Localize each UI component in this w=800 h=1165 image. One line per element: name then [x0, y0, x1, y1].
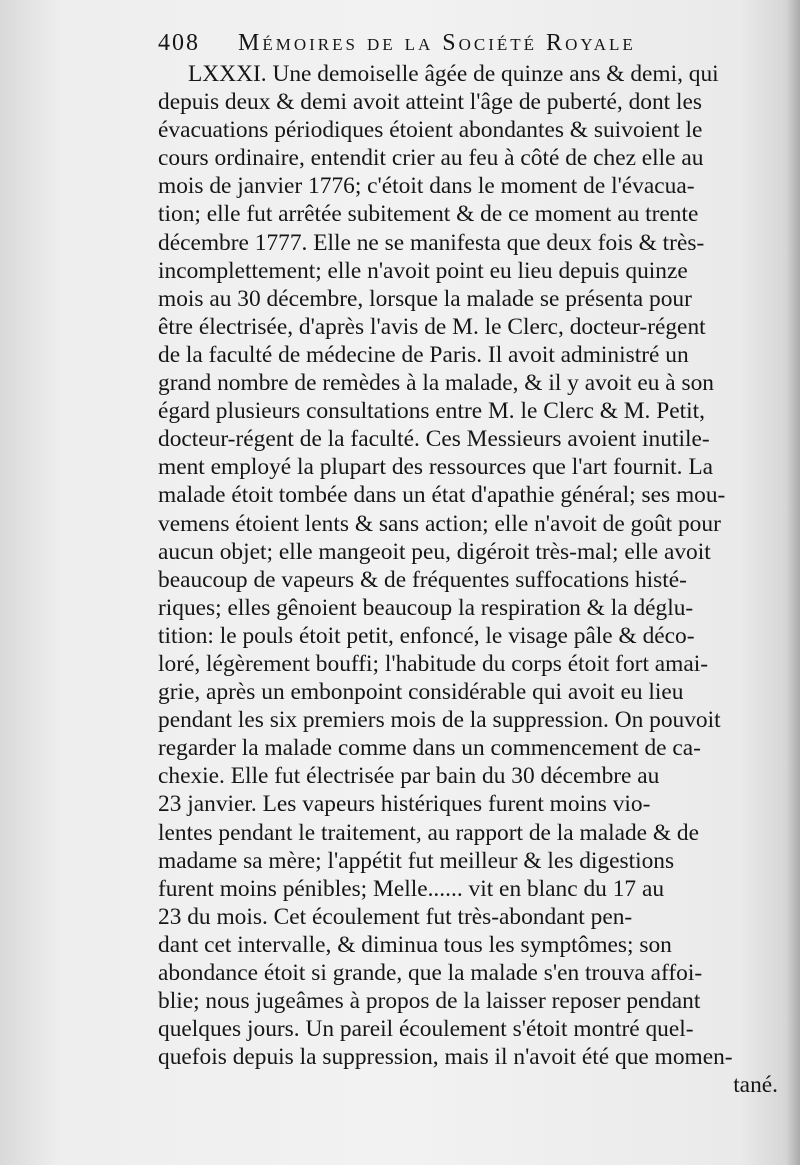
text-line: 23 janvier. Les vapeurs histériques furent moins vio-: [158, 791, 651, 818]
text-line: 23 du mois. Cet écoulement fut très-abondant pen-: [158, 903, 633, 930]
running-title: Mémoires de la Société Royale: [238, 30, 636, 56]
text-line: madame sa mère; l'appétit fut meilleur & les digestions: [158, 847, 675, 874]
text-line: grie, après un embonpoint considérable qui avoit eu lieu: [158, 679, 684, 706]
binding-shadow: [786, 0, 800, 1165]
text-line: loré, légèrement bouffi; l'habitude du corps étoit fort amai-: [158, 650, 709, 677]
text-line: blie; nous jugeâmes à propos de la laisser reposer pendant: [158, 988, 701, 1015]
catchword: tané.: [733, 1072, 778, 1099]
text-line: grand nombre de remèdes à la malade, & il y avoit eu à son: [158, 370, 714, 397]
running-header: [158, 30, 718, 57]
text-line: cours ordinaire, entendit crier au feu à côté de chez elle au: [158, 145, 704, 172]
text-line: regarder la malade comme dans un commencement de ca-: [158, 735, 701, 762]
text-line: tition: le pouls étoit petit, enfoncé, le visage pâle & déco-: [158, 622, 695, 649]
text-line: abondance étoit si grande, que la malade s'en trouva affoi-: [158, 960, 703, 986]
text-line: quefois depuis la suppression, mais il n'avoit été que momen-: [158, 1044, 733, 1071]
text-line: de la faculté de médecine de Paris. Il avoit administré un: [158, 341, 689, 368]
text-line: depuis deux & demi avoit atteint l'âge de puberté, dont les: [158, 89, 703, 116]
text-line: chexie. Elle fut électrisée par bain du 30 décembre au: [158, 763, 660, 790]
text-line: évacuations périodiques étoient abondantes & suivoient le: [158, 117, 703, 144]
text-line: mois de janvier 1776; c'étoit dans le moment de l'évacua-: [158, 173, 695, 200]
text-line: incomplettement; elle n'avoit point eu lieu depuis quinze: [158, 257, 688, 284]
text-line: aucun objet; elle mangeoit peu, digéroit très-mal; elle avoit: [158, 538, 711, 565]
text-line: pendant les six premiers mois de la suppression. On pouvoit: [158, 707, 721, 734]
text-line: tion; elle fut arrêtée subitement & de ce moment au trente: [158, 201, 699, 228]
page-number: 408: [158, 30, 200, 56]
text-line: beaucoup de vapeurs & de fréquentes suffocations histé-: [158, 566, 687, 593]
text-line: ment employé la plupart des ressources que l'art fournit. La: [158, 454, 714, 481]
body-text: [158, 60, 778, 1099]
text-line: malade étoit tombée dans un état d'apathie général; ses mou-: [158, 482, 726, 509]
text-line: vemens étoient lents & sans action; elle n'avoit de goût pour: [158, 510, 721, 537]
text-line: être électrisée, d'après l'avis de M. le Clerc, docteur-régent: [158, 313, 706, 340]
text-line: furent moins pénibles; Melle...... vit en blanc du 17 au: [158, 875, 665, 902]
text-line: LXXXI. Une demoiselle âgée de quinze ans & demi, qui: [188, 61, 719, 87]
text-line: riques; elles gênoient beaucoup la respiration & la déglu-: [158, 594, 694, 621]
text-line: dant cet intervalle, & diminua tous les symptômes; son: [158, 931, 672, 958]
text-line: égard plusieurs consultations entre M. le Clerc & M. Petit,: [158, 398, 705, 425]
text-line: mois au 30 décembre, lorsque la malade se présenta pour: [158, 285, 692, 312]
text-line: docteur-régent de la faculté. Ces Messieurs avoient inutile-: [158, 426, 710, 453]
text-line: quelques jours. Un pareil écoulement s'étoit montré quel-: [158, 1016, 694, 1043]
text-line: lentes pendant le traitement, au rapport de la malade & de: [158, 819, 700, 846]
text-line: décembre 1777. Elle ne se manifesta que deux fois & très-: [158, 229, 705, 256]
